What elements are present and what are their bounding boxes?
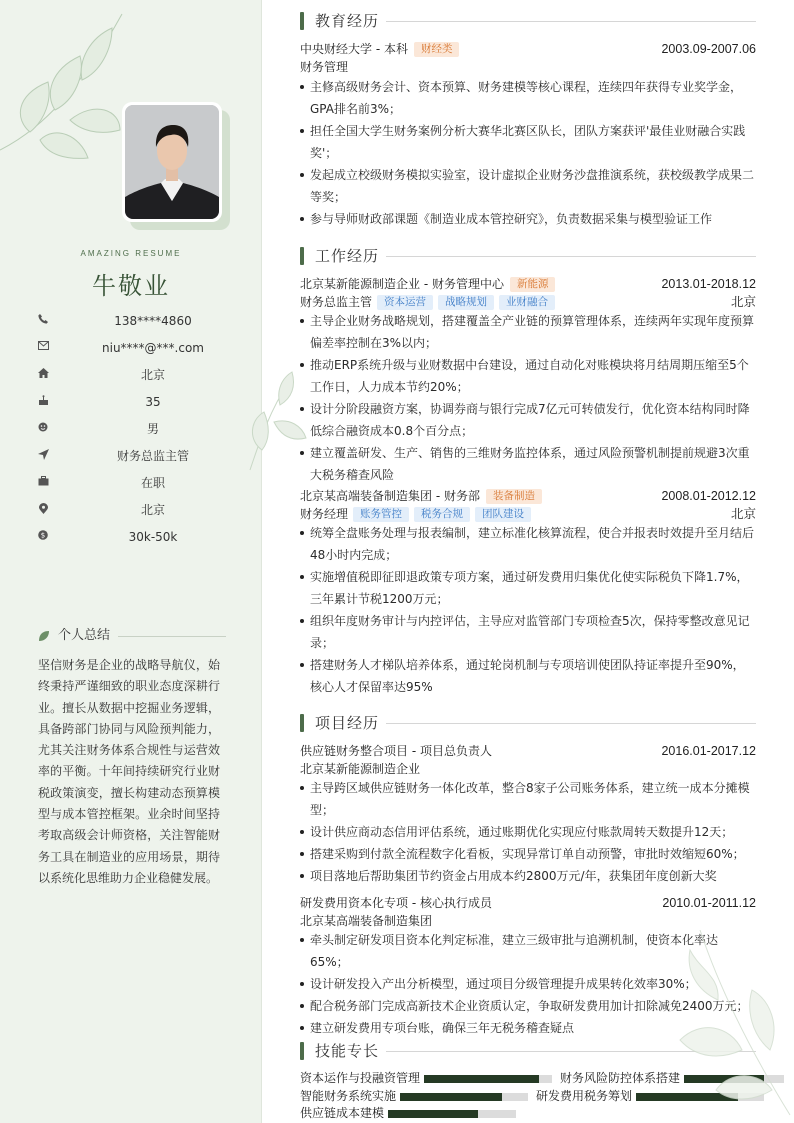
education-entry <box>300 40 756 58</box>
list-item: 主修高级财务会计、资本预算、财务建模等核心课程，连续四年获得专业奖学金，GPA排名前3%； <box>300 76 756 120</box>
summary-title: 个人总结 <box>58 628 111 643</box>
resume-tagline: AMAZING RESUME <box>80 249 182 258</box>
briefcase-icon <box>36 476 50 490</box>
education-title: 教育经历 <box>315 12 380 30</box>
job-date: 2008.01-2012.12 <box>661 489 756 503</box>
home-icon <box>36 368 50 382</box>
location-value: 北京 <box>140 503 165 517</box>
school-name: 中央财经大学 - 本科 <box>300 42 408 56</box>
list-item: 配合税务部门完成高新技术企业资质认定，争取研发费用加计扣除减免2400万元； <box>300 995 756 1017</box>
list-item: 项目落地后帮助集团节约资金占用成本约2800万元/年，获集团年度创新大奖 <box>300 865 756 887</box>
list-item: 主导企业财务战略规划，搭建覆盖全产业链的预算管理体系，连续两年实现年度预算偏差率控制在3%以内； <box>300 310 756 354</box>
info-email <box>36 339 240 366</box>
info-target-position <box>36 447 240 474</box>
sidebar <box>0 0 262 1123</box>
status-value: 在职 <box>140 476 165 490</box>
job-role-row-2 <box>300 505 756 523</box>
info-phone <box>36 312 240 339</box>
gender-icon <box>36 422 50 436</box>
project-entry-1 <box>300 742 756 760</box>
school-tag: 财经类 <box>414 42 460 57</box>
skill-item <box>300 1070 552 1087</box>
skill-item <box>300 1088 528 1105</box>
work-heading <box>300 246 756 266</box>
list-item: 参与导师财政部课题《制造业成本管控研究》，负责数据采集与模型验证工作 <box>300 208 756 230</box>
job-city: 北京 <box>730 295 756 309</box>
phone-value: 138****4860 <box>114 314 192 328</box>
education-heading <box>300 11 756 31</box>
job-skill-tag: 账务管控 <box>353 507 409 522</box>
skill-level-bar <box>400 1093 528 1101</box>
skill-level-bar <box>424 1075 552 1083</box>
info-age <box>36 393 240 420</box>
position-value: 财务总监主管 <box>116 449 189 463</box>
job-skill-tag: 资本运营 <box>377 295 433 310</box>
job-role: 财务总监主管 <box>300 295 373 309</box>
project-date: 2010.01-2011.12 <box>662 896 756 910</box>
list-item: 设计分阶段融资方案，协调券商与银行完成7亿元可转债发行，优化资本结构同时降低综合融资成本0.8个百分点； <box>300 398 756 442</box>
list-item: 搭建财务人才梯队培养体系，通过轮岗机制与专项培训使团队持证率提升至90%，核心人才保留率达95% <box>300 654 756 698</box>
list-item: 搭建采购到付款全流程数字化看板，实现异常订单自动预警，审批时效缩短60%； <box>300 843 756 865</box>
education-major: 财务管理 <box>300 60 349 74</box>
list-item: 组织年度财务审计与内控评估，主导应对监管部门专项检查5次，保持零整改意见记录； <box>300 610 756 654</box>
job-role: 财务经理 <box>300 507 349 521</box>
job-city: 北京 <box>730 507 756 521</box>
avatar <box>125 105 219 219</box>
list-item: 设计供应商动态信用评估系统，通过账期优化实现应付账款周转天数提升12天； <box>300 821 756 843</box>
profile-photo <box>122 102 222 222</box>
job-skill-tag: 团队建设 <box>475 507 531 522</box>
info-status <box>36 474 240 501</box>
job-skill-tag: 税务合规 <box>414 507 470 522</box>
job-bullets-1 <box>300 310 756 486</box>
skill-item <box>300 1105 516 1122</box>
list-item: 设计研发投入产出分析模型，通过项目分级管理提升成果转化效率30%； <box>300 973 756 995</box>
candidate-name: 牛敬业 <box>92 272 170 300</box>
job-date: 2013.01-2018.12 <box>661 277 756 291</box>
project-name: 研发费用资本化专项 - 核心执行成员 <box>300 896 492 910</box>
summary-heading <box>38 627 226 645</box>
list-item: 实施增值税即征即退政策专项方案，通过研发费用归集优化使实际税负下降1.7%，三年累计节税1200万元； <box>300 566 756 610</box>
salary-value: 30k-50k <box>128 530 178 544</box>
info-gender <box>36 420 240 447</box>
summary-text: 坚信财务是企业的战略导航仪，始终秉持严谨细致的职业态度深耕行业。擅长从数据中挖掘业务逻辑，具备跨部门协同与风险预判能力，尤其关注财务体系合规性与运营效率的平衡。十年间持续研究行业财税政策演变，擅长构建动态预算模型与成本管控框架。业余时间坚持考取高级会计师资格，关注智能财务工具在制造业的应用场景，期待以系统化思维助力企业稳健发展。 <box>38 658 220 885</box>
job-company: 北京某高端装备制造集团 - 财务部 <box>300 489 480 503</box>
list-item: 推动ERP系统升级与业财数据中台建设，通过自动化对账模块将月结周期压缩至5个工作日，人力成本节约20%； <box>300 354 756 398</box>
list-item: 牵头制定研发项目资本化判定标准，建立三级审批与追溯机制，使资本化率达65%； <box>300 929 756 973</box>
list-item: 主导跨区域供应链财务一体化改革，整合8家子公司账务体系，建立统一成本分摊模型； <box>300 777 756 821</box>
skills-title: 技能专长 <box>315 1042 380 1060</box>
age-value: 35 <box>145 395 161 409</box>
skill-label: 供应链成本建模 <box>300 1106 385 1120</box>
projects-title: 项目经历 <box>315 714 380 732</box>
info-salary <box>36 528 240 555</box>
education-bullets <box>300 76 756 230</box>
info-location <box>36 501 240 528</box>
job-entry-1 <box>300 275 756 293</box>
skill-level-bar <box>388 1110 516 1118</box>
job-entry-2 <box>300 487 756 505</box>
job-company: 北京某新能源制造企业 - 财务管理中心 <box>300 277 504 291</box>
project-bullets-1 <box>300 777 756 887</box>
project-name: 供应链财务整合项目 - 项目总负责人 <box>300 744 492 758</box>
job-skill-tag: 战略规划 <box>438 295 494 310</box>
list-item: 统筹全盘账务处理与报表编制，建立标准化核算流程，使合并报表时效提升至月结后48小时内完成； <box>300 522 756 566</box>
send-icon <box>36 449 50 463</box>
skill-label: 财务风险防控体系搭建 <box>560 1071 681 1085</box>
project-entry-2 <box>300 894 756 912</box>
skill-label: 资本运作与投融资管理 <box>300 1071 421 1085</box>
list-item: 建立研发费用专项台账，确保三年无税务稽查疑点 <box>300 1017 756 1039</box>
education-major-row <box>300 58 756 76</box>
gender-value: 男 <box>146 422 159 436</box>
salary-icon <box>36 530 50 544</box>
job-role-row-1 <box>300 293 756 311</box>
work-title: 工作经历 <box>315 247 380 265</box>
location-icon <box>36 503 50 517</box>
project-date: 2016.01-2017.12 <box>661 744 756 758</box>
project-org: 北京某新能源制造企业 <box>300 762 421 776</box>
projects-heading <box>300 713 756 733</box>
residence-value: 北京 <box>140 368 165 382</box>
project-org-row-1 <box>300 760 756 778</box>
skill-label: 研发费用税务筹划 <box>536 1089 633 1103</box>
email-value: niu****@***.com <box>102 341 204 355</box>
mail-icon <box>36 341 50 355</box>
job-industry-tag: 装备制造 <box>486 489 542 504</box>
project-org-row-2 <box>300 912 756 930</box>
list-item: 担任全国大学生财务案例分析大赛华北赛区队长，团队方案获评'最佳业财融合实践奖'； <box>300 120 756 164</box>
contact-info-list <box>36 312 240 555</box>
skill-label: 智能财务系统实施 <box>300 1089 397 1103</box>
education-date: 2003.09-2007.06 <box>661 42 756 56</box>
leaf-corner-decoration <box>660 930 794 1120</box>
phone-icon <box>36 314 50 328</box>
job-skill-tag: 业财融合 <box>499 295 555 310</box>
svg-text:$: $ <box>40 531 46 540</box>
job-bullets-2 <box>300 522 756 698</box>
info-residence <box>36 366 240 393</box>
list-item: 建立覆盖研发、生产、销售的三维财务监控体系，通过风险预警机制提前规避3次重大税务稽查风险 <box>300 442 756 486</box>
project-org: 北京某高端装备制造集团 <box>300 914 433 928</box>
job-industry-tag: 新能源 <box>510 277 556 292</box>
list-item: 发起成立校级财务模拟实验室，设计虚拟企业财务沙盘推演系统，获校级教学成果二等奖； <box>300 164 756 208</box>
cake-icon <box>36 395 50 409</box>
leaf-icon <box>38 630 50 642</box>
